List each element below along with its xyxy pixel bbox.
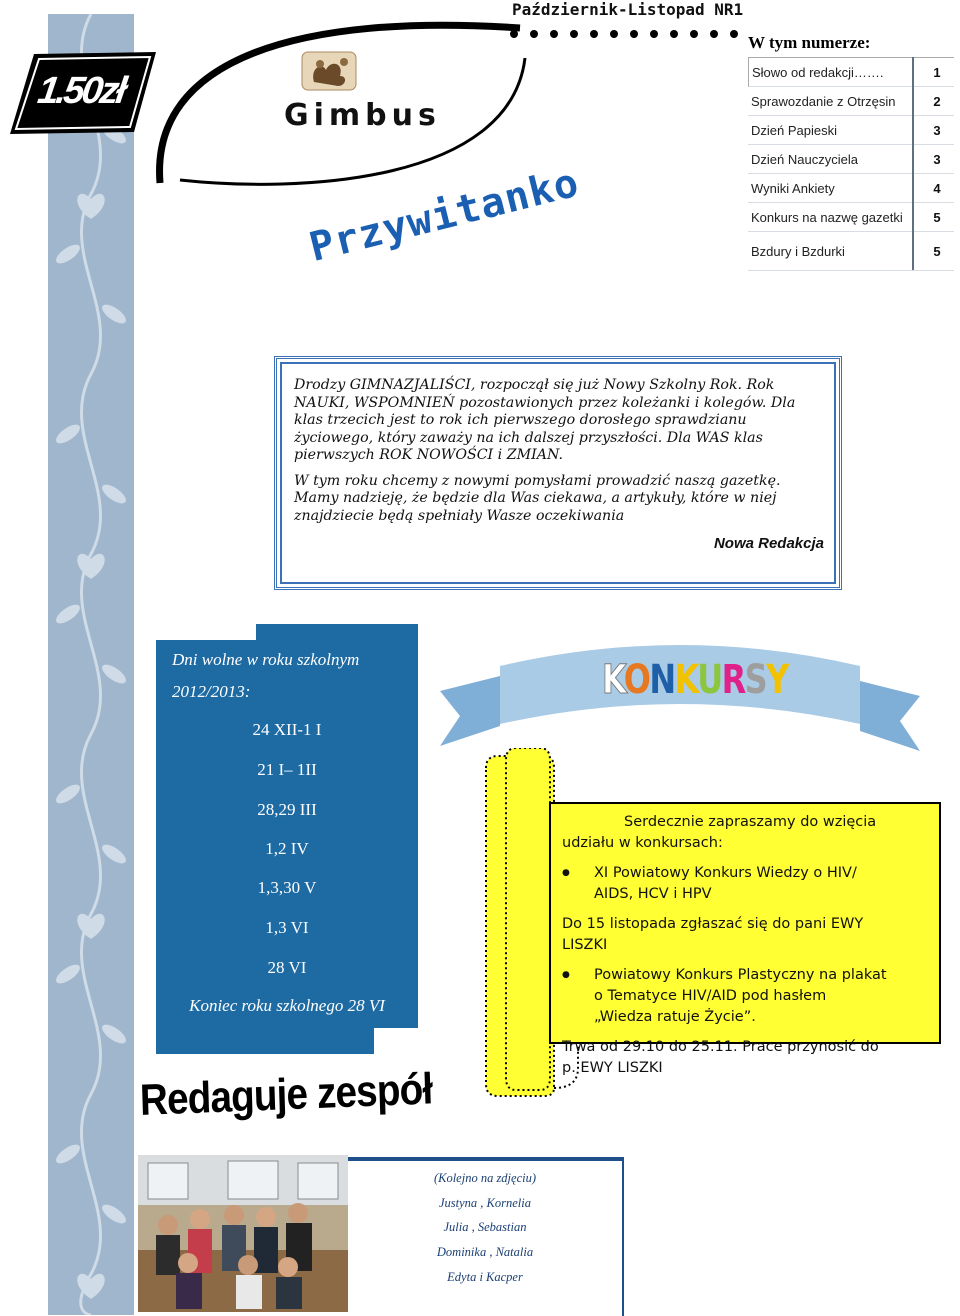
toc-item-page: 5 [933,243,941,259]
caption-line: Edyta i Kacper [447,1270,523,1284]
toc-item [748,87,954,116]
toc-item [748,57,954,87]
team-caption [348,1157,624,1316]
toc-title: W tym numerze: [748,33,871,52]
contest-intro: Serdecznie zapraszamy do wzięcia udziału w konkursach: [562,814,877,851]
konkursy-heading [602,657,788,703]
contest-item: ● Powiatowy Konkurs Plastyczny na plakat o Tematyce HIV/AID pod hasłem „Wiedza ratuje Życie”. [562,965,888,1028]
welcome-paragraph: W tym roku chcemy z nowymi pomysłami prowadzić naszą gazetkę. Mamy nadzieję, że będzie dla Was ciekawa, a artykuły, które w niej znajdziecie będą spełniały Wasze oczekiwania [294,472,781,524]
welcome-signature: Nowa Redakcja [713,535,824,552]
contest-deadline: Trwa od 29.10 do 25.11. Prace przynosić do p. EWY LISZKI [562,1039,879,1076]
holiday-date: 28,29 III [257,800,317,819]
caption-line: Justyna , Kornelia [438,1196,531,1210]
table-of-contents [748,57,954,271]
konkursy-letter: K [602,657,624,703]
logo-icon [300,48,360,94]
toc-item-label: Wyniki Ankiety [751,180,835,196]
contest-deadline: Do 15 listopada zgłaszać się do pani EWY LISZKI [562,916,864,953]
holiday-date: 1,3 VI [265,918,309,937]
issue-label: Październik-Listopad NR1 [512,0,744,19]
toc-item [748,145,954,174]
toc-item-page: 3 [933,151,941,167]
holidays-box-tail [156,1020,374,1054]
toc-item-page: 4 [933,180,941,196]
welcome-letter [274,356,842,590]
toc-item-page: 3 [933,122,941,138]
konkursy-letter: R [721,657,745,703]
toc-item-label: Konkurs na nazwę gazetki [751,209,903,225]
toc-item-page: 1 [933,64,941,80]
caption-line: (Kolejno na zdjęciu) [433,1171,537,1185]
team-photo [138,1155,348,1312]
greeting-headline: Przywitanko [304,159,584,271]
holidays-box [156,640,418,1028]
toc-item [748,232,954,271]
holiday-date: 28 VI [267,958,307,977]
caption-line: Julia , Sebastian [443,1220,527,1234]
school-year-end: Koniec roku szkolnego 28 VI [189,996,385,1015]
holidays-title: Dni wolne w roku szkolnym [172,650,360,669]
toc-item-label: Bzdury i Bzdurki [751,243,845,259]
toc-item-label: Słowo od redakcji……. [752,64,884,80]
team-heading: Redaguje zespół [139,1064,433,1125]
konkursy-letter: O [623,657,650,703]
toc-item [748,174,954,203]
konkursy-letter: Y [766,657,788,703]
toc-item-label: Sprawozdanie z Otrzęsin [751,93,896,109]
welcome-paragraph: Drodzy GIMNAZJALIŚCI, rozpoczął się już Nowy Szkolny Rok. Rok NAUKI, WSPOMNIEŃ pozostawionych przez koleżanki i kolegów. Dla klas trzecich jest to rok ich pierwszego dorosłego sprawdzianu życiowego, który zaważy na ich dalszej przyszłości. Dla WAS klas pierwszych ROK NOWOŚCI i ZMIAN. [294,377,796,463]
contest-text [562,812,888,1088]
toc-item-page: 5 [933,209,941,225]
toc-item-page: 2 [933,93,941,109]
toc-item-label: Dzień Nauczyciela [751,151,858,167]
toc-item [748,203,954,232]
toc-item-label: Dzień Papieski [751,122,837,138]
konkursy-letter: N [649,657,675,703]
caption-line: Dominika , Natalia [436,1245,534,1259]
decorative-side-strip [48,14,134,1315]
holiday-date: 24 XII-1 I [252,720,322,739]
holidays-year: 2012/2013: [172,682,251,701]
dots-divider [508,27,738,41]
newspaper-title: Gimbus [284,98,441,133]
price-label: 1.50zł [35,70,127,112]
holiday-date: 1,2 IV [265,839,309,858]
toc-divider [912,57,914,270]
holiday-date: 1,3,30 V [257,878,317,897]
konkursy-letter: S [744,657,767,703]
konkursy-letter: U [697,657,722,703]
holiday-date: 21 I– 1II [257,760,317,779]
konkursy-letter: K [674,657,698,703]
contest-item: ● XI Powiatowy Konkurs Wiedzy o HIV/ AIDS, HCV i HPV [562,863,888,905]
toc-item [748,116,954,145]
